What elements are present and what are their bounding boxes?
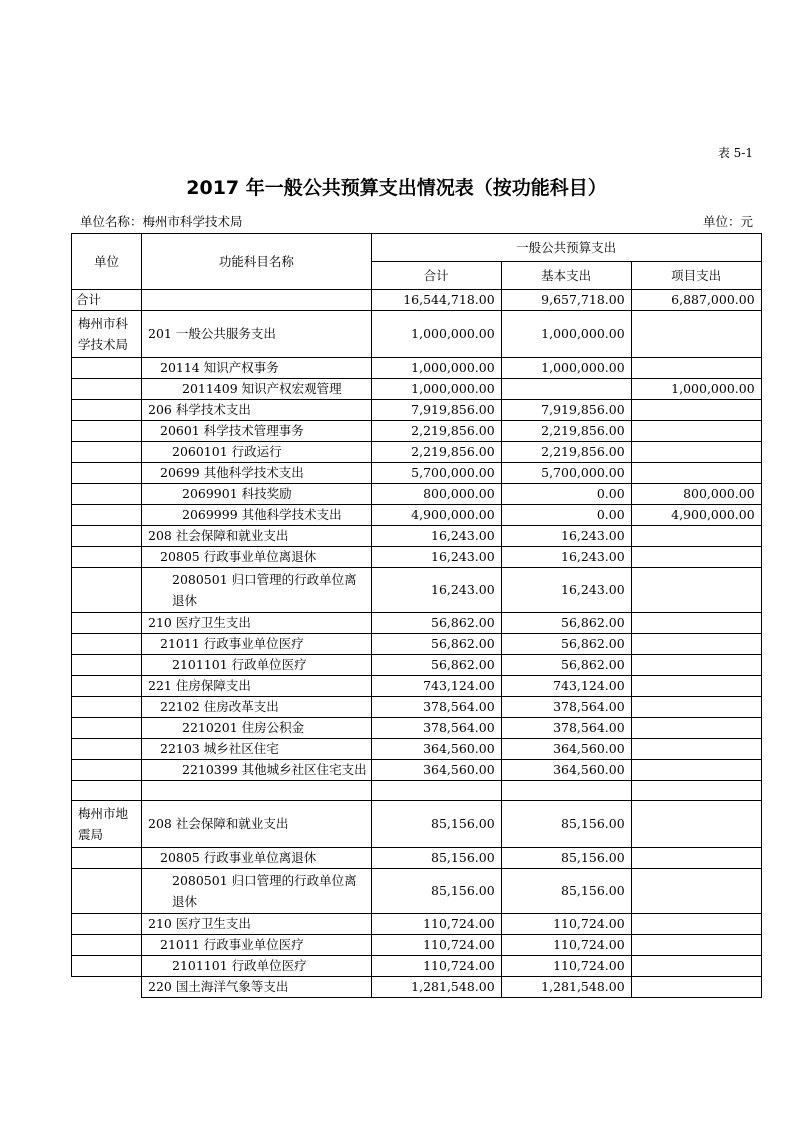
amount-basic: 364,560.00 [501, 739, 631, 760]
budget-table [71, 233, 762, 998]
amount-project [631, 718, 761, 739]
amount-total: 378,564.00 [371, 718, 501, 739]
amount-project [631, 676, 761, 697]
amount-project [631, 956, 761, 977]
table-row [72, 739, 762, 760]
table-row [72, 956, 762, 977]
function-name: 2011409 知识产权宏观管理 [142, 379, 372, 400]
amount-project [631, 655, 761, 676]
amount-project [631, 421, 761, 442]
amount-basic: 378,564.00 [501, 718, 631, 739]
amount-total: 56,862.00 [371, 655, 501, 676]
amount-basic: 1,000,000.00 [501, 358, 631, 379]
function-name: 20601 科学技术管理事务 [142, 421, 372, 442]
amount-total: 85,156.00 [371, 848, 501, 869]
table-row [72, 634, 762, 655]
amount-total: 7,919,856.00 [371, 400, 501, 421]
table-row [72, 463, 762, 484]
function-name: 20114 知识产权事务 [142, 358, 372, 379]
table-row [72, 655, 762, 676]
amount-total: 1,281,548.00 [371, 977, 501, 998]
amount-total: 110,724.00 [371, 914, 501, 935]
amount-project [631, 848, 761, 869]
header-basic: 基本支出 [501, 262, 631, 290]
function-name: 22102 住房改革支出 [142, 697, 372, 718]
table-row [72, 400, 762, 421]
amount-basic: 0.00 [501, 505, 631, 526]
amount-project: 800,000.00 [631, 484, 761, 505]
function-name: 210 医疗卫生支出 [142, 914, 372, 935]
function-name: 221 住房保障支出 [142, 676, 372, 697]
table-number: 表 5-1 [717, 146, 753, 160]
amount-basic: 85,156.00 [501, 869, 631, 914]
table-row [72, 442, 762, 463]
amount-total: 1,000,000.00 [371, 311, 501, 358]
currency-unit-label: 单位：元 [702, 214, 753, 229]
function-name: 2069901 科技奖励 [142, 484, 372, 505]
table-row [72, 869, 762, 914]
amount-basic: 56,862.00 [501, 655, 631, 676]
amount-project [631, 739, 761, 760]
amount-total: 743,124.00 [371, 676, 501, 697]
amount-basic: 16,243.00 [501, 568, 631, 613]
amount-total: 16,243.00 [371, 526, 501, 547]
amount-basic: 110,724.00 [501, 956, 631, 977]
table-row [72, 311, 762, 358]
amount-total: 110,724.00 [371, 935, 501, 956]
amount-total: 1,000,000.00 [371, 358, 501, 379]
function-name: 206 科学技术支出 [142, 400, 372, 421]
amount-project [631, 463, 761, 484]
amount-total: 2,219,856.00 [371, 442, 501, 463]
function-name: 2101101 行政单位医疗 [142, 956, 372, 977]
function-name: 2069999 其他科学技术支出 [142, 505, 372, 526]
amount-project [631, 400, 761, 421]
table-row [72, 718, 762, 739]
amount-project: 1,000,000.00 [631, 379, 761, 400]
amount-total: 85,156.00 [371, 869, 501, 914]
table-row [72, 613, 762, 634]
amount-basic [501, 379, 631, 400]
amount-project [631, 547, 761, 568]
table-row [72, 547, 762, 568]
amount-basic: 2,219,856.00 [501, 442, 631, 463]
page-title: 2017 年一般公共预算支出情况表（按功能科目） [186, 177, 607, 199]
function-name: 20699 其他科学技术支出 [142, 463, 372, 484]
amount-project [631, 442, 761, 463]
table-row [72, 760, 762, 781]
amount-project [631, 697, 761, 718]
amount-basic: 16,243.00 [501, 526, 631, 547]
amount-project [631, 358, 761, 379]
amount-basic: 56,862.00 [501, 613, 631, 634]
unit-cell: 梅州市科学技术局 [72, 311, 142, 358]
function-name: 208 社会保障和就业支出 [142, 801, 372, 848]
function-name: 2080501 归口管理的行政单位离退休 [142, 869, 372, 914]
function-name: 21011 行政事业单位医疗 [142, 634, 372, 655]
function-name: 21011 行政事业单位医疗 [142, 935, 372, 956]
amount-project [631, 760, 761, 781]
amount-total: 2,219,856.00 [371, 421, 501, 442]
amount-project [631, 613, 761, 634]
header-project: 项目支出 [631, 262, 761, 290]
function-name: 208 社会保障和就业支出 [142, 526, 372, 547]
amount-total: 16,243.00 [371, 568, 501, 613]
amount-basic: 1,000,000.00 [501, 311, 631, 358]
amount-project [631, 568, 761, 613]
table-row [72, 801, 762, 848]
amount-total: 56,862.00 [371, 613, 501, 634]
amount-total: 85,156.00 [371, 801, 501, 848]
header-budget-group: 一般公共预算支出 [371, 234, 761, 262]
unit-name-label: 单位名称：梅州市科学技术局 [80, 214, 243, 229]
amount-project [631, 526, 761, 547]
amount-project: 4,900,000.00 [631, 505, 761, 526]
amount-project [631, 935, 761, 956]
amount-basic: 110,724.00 [501, 914, 631, 935]
function-name: 2080501 归口管理的行政单位离退休 [142, 568, 372, 613]
amount-project [631, 634, 761, 655]
amount-basic: 85,156.00 [501, 848, 631, 869]
total-label: 合计 [72, 290, 142, 311]
function-name: 2210201 住房公积金 [142, 718, 372, 739]
amount-total: 110,724.00 [371, 956, 501, 977]
amount-project [631, 914, 761, 935]
amount-total: 16,243.00 [371, 547, 501, 568]
amount-basic: 7,919,856.00 [501, 400, 631, 421]
table-row [72, 935, 762, 956]
amount-project [631, 311, 761, 358]
table-row [72, 421, 762, 442]
table-row [72, 379, 762, 400]
amount-basic: 378,564.00 [501, 697, 631, 718]
table-row [72, 977, 762, 998]
amount-basic: 110,724.00 [501, 935, 631, 956]
table-row [72, 568, 762, 613]
function-name: 2101101 行政单位医疗 [142, 655, 372, 676]
unit-cell: 梅州市地震局 [72, 801, 142, 848]
amount-basic: 0.00 [501, 484, 631, 505]
blank-row [72, 781, 762, 801]
function-name: 20805 行政事业单位离退休 [142, 848, 372, 869]
table-row [72, 505, 762, 526]
header-total: 合计 [371, 262, 501, 290]
amount-total: 800,000.00 [371, 484, 501, 505]
table-row [72, 358, 762, 379]
amount-basic: 1,281,548.00 [501, 977, 631, 998]
function-name: 2210399 其他城乡社区住宅支出 [142, 760, 372, 781]
function-name: 210 医疗卫生支出 [142, 613, 372, 634]
header-unit: 单位 [72, 234, 142, 290]
function-name: 220 国土海洋气象等支出 [142, 977, 372, 998]
table-row [72, 676, 762, 697]
amount-basic: 56,862.00 [501, 634, 631, 655]
amount-basic: 743,124.00 [501, 676, 631, 697]
table-row [72, 697, 762, 718]
table-row [72, 914, 762, 935]
function-name: 20805 行政事业单位离退休 [142, 547, 372, 568]
amount-project [631, 869, 761, 914]
amount-project [631, 977, 761, 998]
amount-basic: 16,243.00 [501, 547, 631, 568]
amount-basic: 364,560.00 [501, 760, 631, 781]
table-row [72, 848, 762, 869]
header-function-name: 功能科目名称 [142, 234, 372, 290]
amount-total: 364,560.00 [371, 760, 501, 781]
total-project: 6,887,000.00 [631, 290, 761, 311]
table-row [72, 484, 762, 505]
function-name: 2060101 行政运行 [142, 442, 372, 463]
amount-basic: 2,219,856.00 [501, 421, 631, 442]
total-row [72, 290, 762, 311]
function-name: 22103 城乡社区住宅 [142, 739, 372, 760]
total-amount: 16,544,718.00 [371, 290, 501, 311]
amount-basic: 5,700,000.00 [501, 463, 631, 484]
amount-project [631, 801, 761, 848]
amount-total: 378,564.00 [371, 697, 501, 718]
amount-total: 4,900,000.00 [371, 505, 501, 526]
function-name: 201 一般公共服务支出 [142, 311, 372, 358]
table-row [72, 526, 762, 547]
amount-total: 364,560.00 [371, 739, 501, 760]
amount-total: 1,000,000.00 [371, 379, 501, 400]
amount-basic: 85,156.00 [501, 801, 631, 848]
total-basic: 9,657,718.00 [501, 290, 631, 311]
amount-total: 56,862.00 [371, 634, 501, 655]
amount-total: 5,700,000.00 [371, 463, 501, 484]
